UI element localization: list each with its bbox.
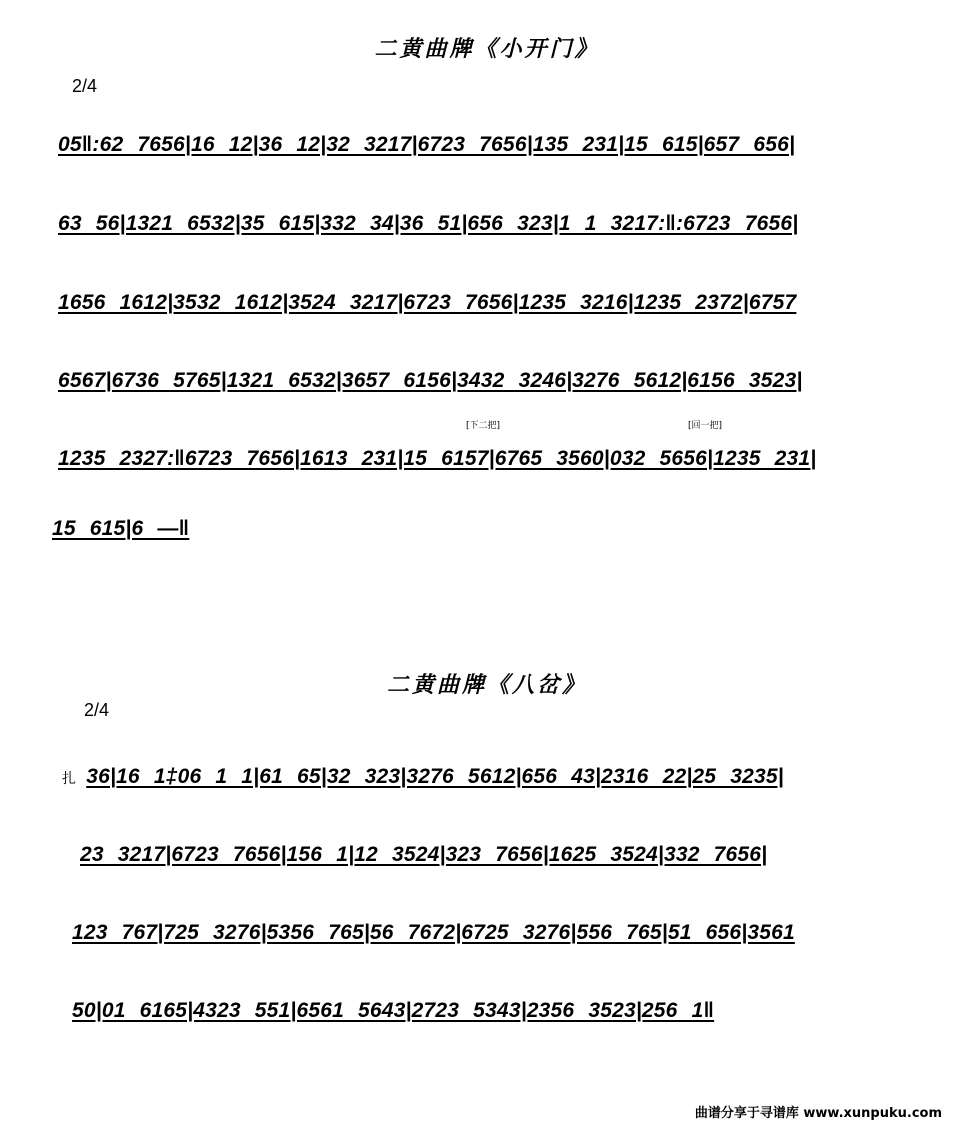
fingering-mark: [回一把] <box>688 421 723 431</box>
piece1-title: 二黄曲牌《小开门》 <box>374 37 600 62</box>
score-line: 1235 2327:‖6723 7656|1613 231|15 6157|6765 3560|032 5656|1235 231| <box>58 442 918 476</box>
fingering-mark: [下二把] <box>466 421 501 431</box>
score-line: 63 56|1321 6532|35 615|332 34|36 51|656 323|1 1 3217:‖:6723 7656| <box>58 207 918 241</box>
score-line: 123 767|725 3276|5356 765|56 7672|6725 3276|556 765|51 656|3561 <box>72 916 932 950</box>
piece2-title: 二黄曲牌《八岔》 <box>386 673 587 698</box>
score-line: 扎 36|16 1‡06 1 1|61 65|32 323|3276 5612|656 43|2316 22|25 3235| <box>62 760 922 794</box>
footer-credit: 曲谱分享于寻谱库 www.xunpuku.com <box>694 1106 942 1121</box>
score-line: 23 3217|6723 7656|156 1|12 3524|323 7656|1625 3524|332 7656| <box>80 838 940 872</box>
piece1-meter: 2/4 <box>72 76 98 96</box>
prefix-mark: 扎 <box>62 771 77 787</box>
score-line: 6567|6736 5765|1321 6532|3657 6156|3432 3246|3276 5612|6156 3523| <box>58 364 918 398</box>
score-line: 50|01 6165|4323 551|6561 5643|2723 5343|2356 3523|256 1‖ <box>72 994 932 1028</box>
score-line: 15 615|6 —‖ <box>52 512 912 546</box>
score-line: 05‖:62 7656|16 12|36 12|32 3217|6723 7656|135 231|15 615|657 656| <box>58 128 918 162</box>
score-line: 1656 1612|3532 1612|3524 3217|6723 7656|1235 3216|1235 2372|6757 <box>58 286 918 320</box>
piece2-meter: 2/4 <box>84 700 110 720</box>
